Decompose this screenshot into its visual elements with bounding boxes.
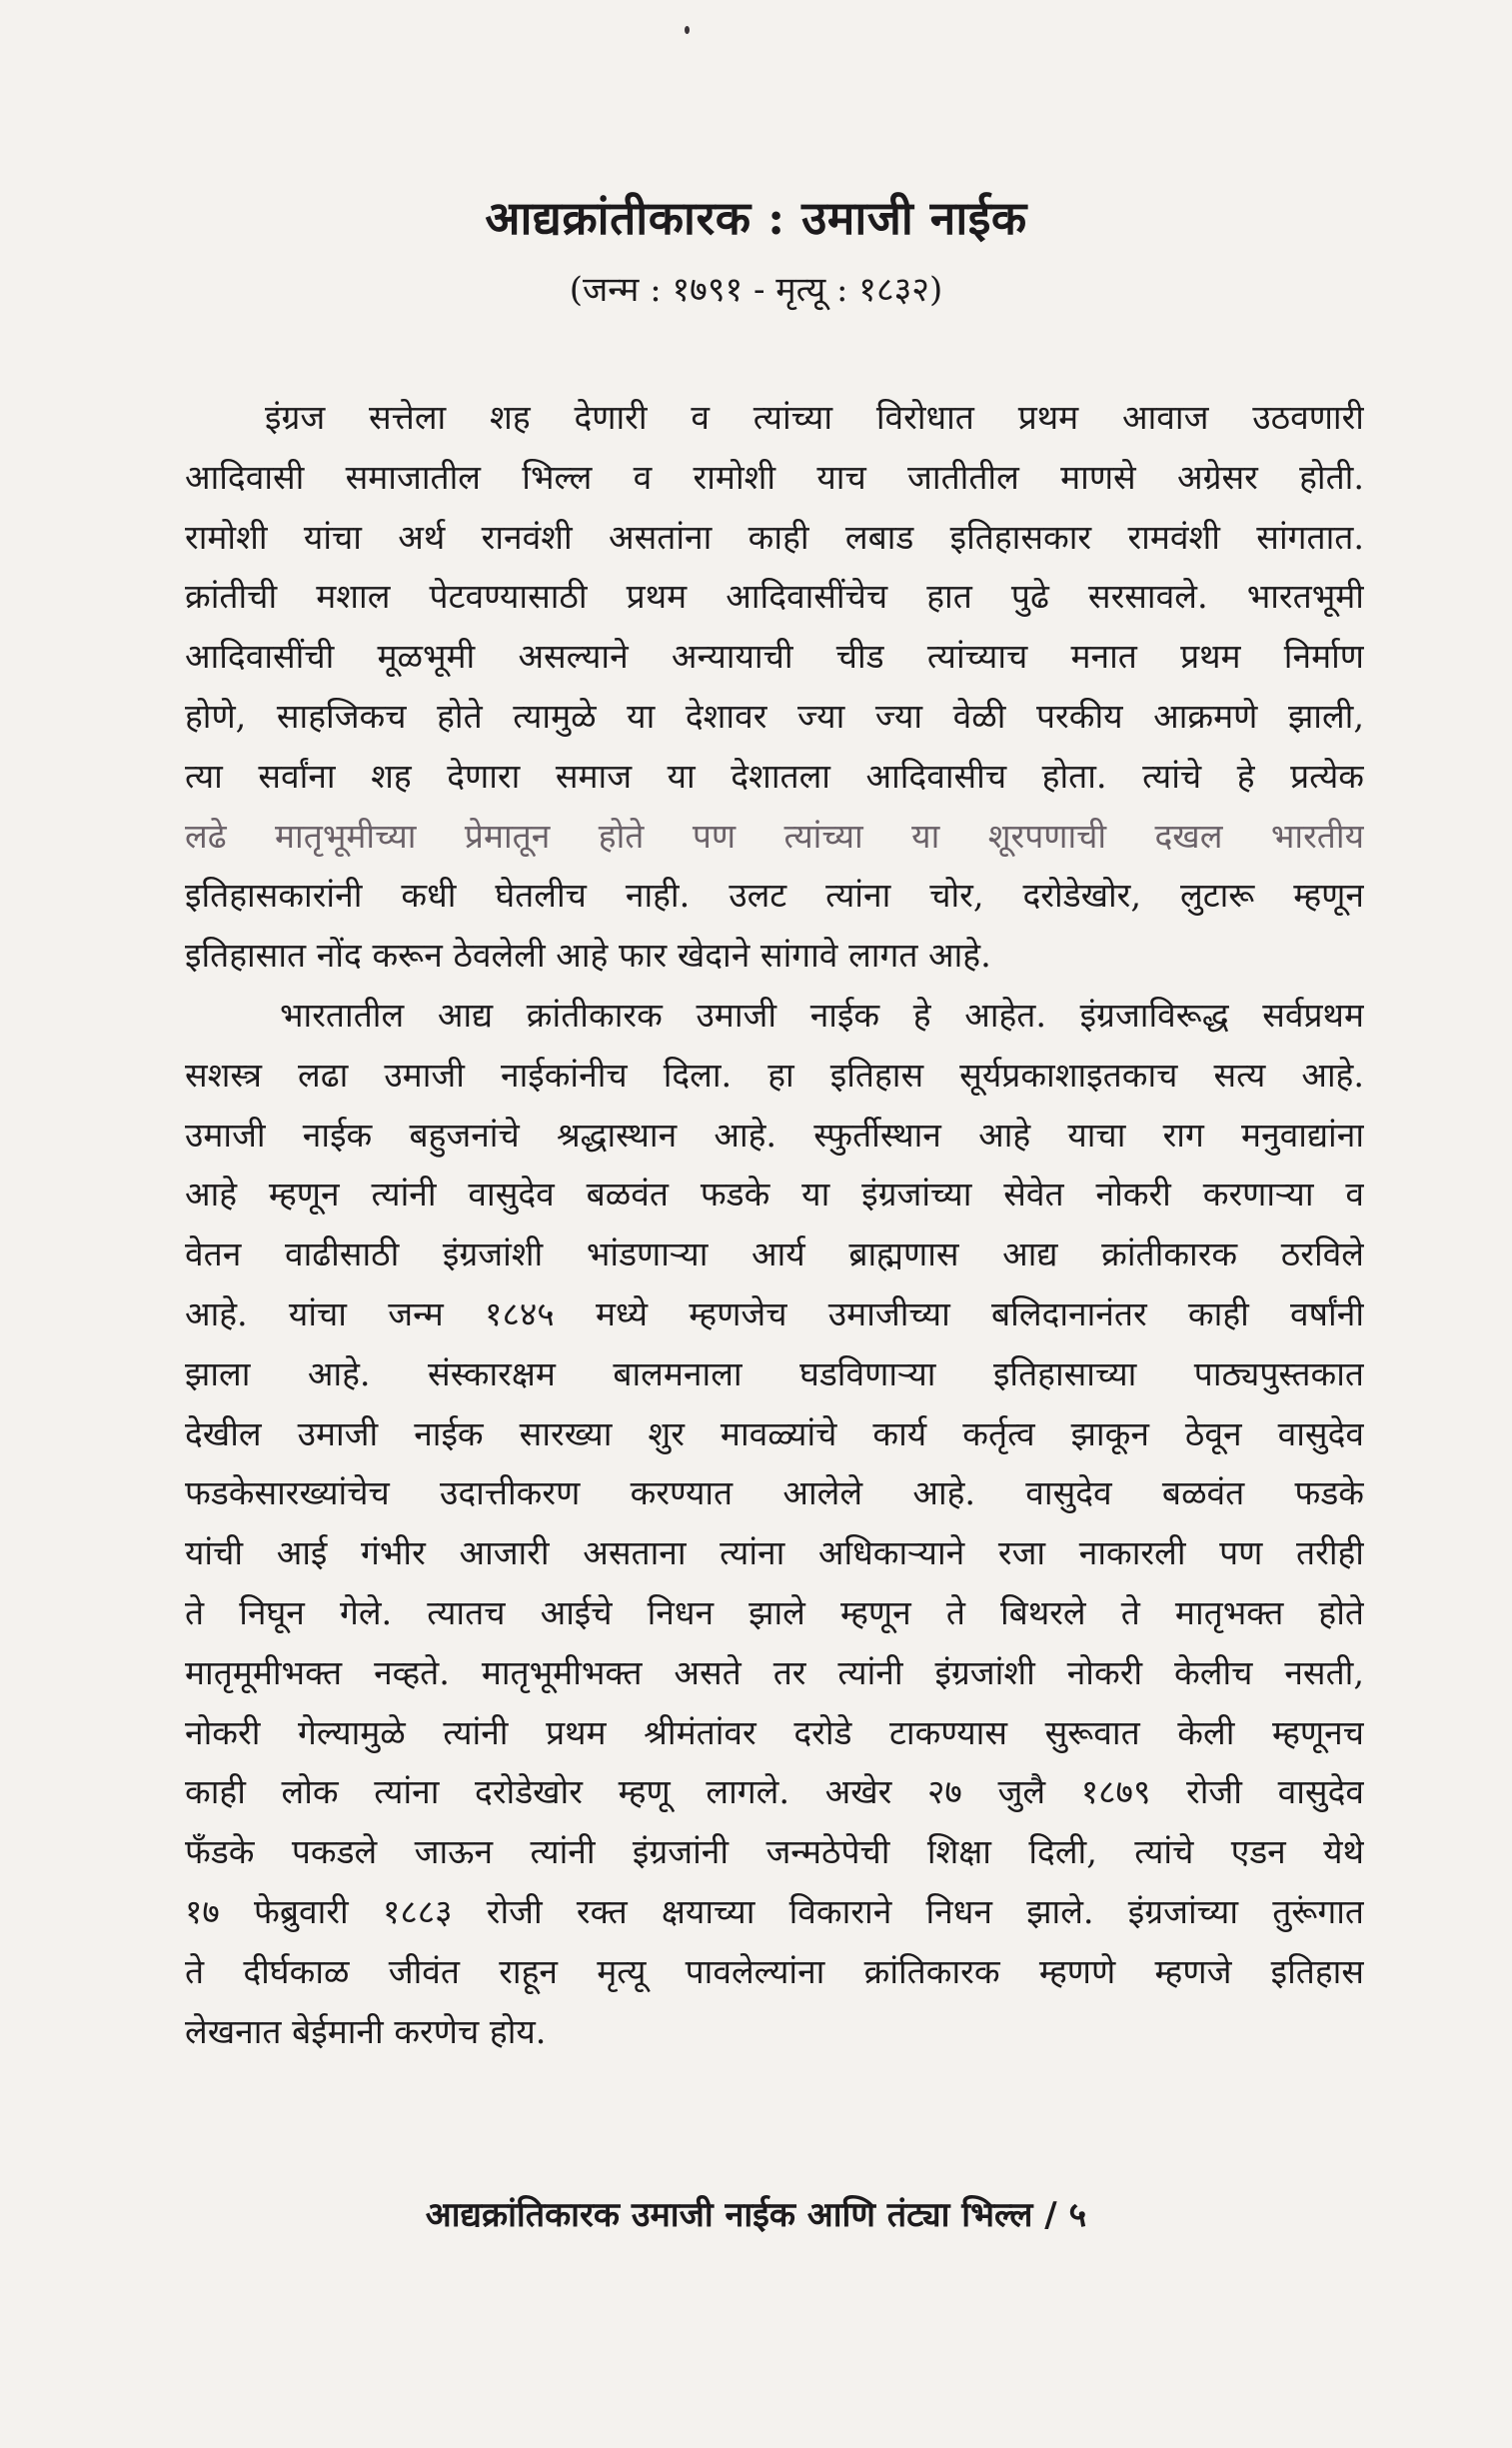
paragraph-2-line-12: मातृमूमीभक्त नव्हते. मातृभूमीभक्त असते तर त्यांनी इंग्रजांशी नोकरी केलीच नसती,	[185, 1652, 1364, 1692]
paragraph-2-line-11: ते निघून गेले. त्यातच आईचे निधन झाले म्हणून ते बिथरले ते मातृभक्त होते	[185, 1592, 1364, 1632]
ink-speck	[685, 26, 690, 34]
paragraph-2-line-3: उमाजी नाईक बहुजनांचे श्रद्धास्थान आहे. स्फुर्तीस्थान आहे याचा राग मनुवाद्यांना	[185, 1115, 1364, 1155]
paragraph-2-line-4: आहे म्हणून त्यांनी वासुदेव बळवंत फडके या इंग्रजांच्या सेवेत नोकरी करणाऱ्या व	[185, 1175, 1364, 1215]
paragraph-2-line-10: यांची आई गंभीर आजारी असताना त्यांना अधिकाऱ्याने रजा नाकारली पण तरीही	[185, 1533, 1364, 1573]
paragraph-1-line-1: इंग्रज सत्तेला शह देणारी व त्यांच्या विरोधात प्रथम आवाज उठवणारी	[265, 398, 1364, 437]
paragraph-1-line-3: रामोशी यांचा अर्थ रानवंशी असतांना काही लबाड इतिहासकार रामवंशी सांगतात.	[185, 517, 1364, 557]
paragraph-1-line-2: आदिवासी समाजातील भिल्ल व रामोशी याच जातीतील माणसे अग्रेसर होती.	[185, 457, 1364, 497]
body-text	[185, 388, 1364, 2061]
paragraph-2-line-5: वेतन वाढीसाठी इंग्रजांशी भांडणाऱ्या आर्य ब्राह्मणास आद्य क्रांतीकारक ठरविले	[185, 1234, 1364, 1274]
paragraph-1-line-4: क्रांतीची मशाल पेटवण्यासाठी प्रथम आदिवासींचेच हात पुढे सरसावले. भारतभूमी	[185, 577, 1364, 617]
paragraph-2-line-17: ते दीर्घकाळ जीवंत राहून मृत्यू पावलेल्यांना क्रांतिकारक म्हणणे म्हणजे इतिहास	[185, 1951, 1364, 1991]
paragraph-1-line-6: होणे, साहजिकच होते त्यामुळे या देशावर ज्या ज्या वेळी परकीय आक्रमणे झाली,	[185, 696, 1364, 736]
paragraph-1-line-5: आदिवासींची मूळभूमी असल्याने अन्यायाची चीड त्यांच्याच मनात प्रथम निर्माण	[185, 637, 1364, 677]
paragraph-2-line-15: फँडके पकडले जाऊन त्यांनी इंग्रजांनी जन्मठेपेची शिक्षा दिली, त्यांचे एडन येथे	[185, 1832, 1364, 1872]
page-footer: आद्यक्रांतिकारक उमाजी नाईक आणि तंट्या भिल्ल / ५	[425, 2195, 1087, 2235]
paragraph-2-line-16: १७ फेब्रुवारी १८८३ रोजी रक्त क्षयाच्या विकाराने निधन झाले. इंग्रजांच्या तुरूंगात	[185, 1891, 1364, 1931]
paragraph-2-line-2: सशस्त्र लढा उमाजी नाईकांनीच दिला. हा इतिहास सूर्यप्रकाशाइतकाच सत्य आहे.	[185, 1055, 1364, 1095]
paragraph-1-line-9: इतिहासकारांनी कधी घेतलीच नाही. उलट त्यांना चोर, दरोडेखोर, लुटारू म्हणून	[185, 876, 1364, 916]
paragraph-2-line-7: झाला आहे. संस्कारक्षम बालमनाला घडविणाऱ्या इतिहासाच्या पाठ्यपुस्तकात	[185, 1353, 1364, 1393]
paragraph-2-line-14: काही लोक त्यांना दरोडेखोर म्हणू लागले. अखेर २७ जुलै १८७९ रोजी वासुदेव	[185, 1772, 1364, 1812]
paragraph-1-line-7: त्या सर्वांना शह देणारा समाज या देशातला आदिवासीच होता. त्यांचे हे प्रत्येक	[185, 756, 1364, 796]
paragraph-2-line-6: आहे. यांचा जन्म १८४५ मध्ये म्हणजेच उमाजीच्या बलिदानानंतर काही वर्षांनी	[185, 1293, 1364, 1333]
paragraph-2-line-9: फडकेसारख्यांचेच उदात्तीकरण करण्यात आलेले आहे. वासुदेव बळवंत फडके	[185, 1473, 1364, 1513]
paragraph-2-line-18: लेखनात बेईमानी करणेच होय.	[185, 2011, 547, 2051]
page-title: आद्यक्रांतीकारक : उमाजी नाईक	[485, 191, 1027, 245]
paragraph-2-line-8: देखील उमाजी नाईक सारख्या शुर मावळ्यांचे कार्य कर्तृत्व झाकून ठेवून वासुदेव	[185, 1413, 1364, 1453]
page-subtitle: (जन्म : १७९१ - मृत्यू : १८३२)	[569, 270, 943, 310]
paragraph-1-line-8: लढे मातृभूमीच्या प्रेमातून होते पण त्यांच्या या शूरपणाची दखल भारतीय	[185, 816, 1364, 856]
paragraph-1-line-10: इतिहासात नोंद करून ठेवलेली आहे फार खेदाने सांगावे लागत आहे.	[185, 936, 991, 976]
paragraph-2-line-13: नोकरी गेल्यामुळे त्यांनी प्रथम श्रीमंतांवर दरोडे टाकण्यास सुरूवात केली म्हणूनच	[185, 1712, 1364, 1752]
paragraph-2-line-1: भारतातील आद्य क्रांतीकारक उमाजी नाईक हे आहेत. इंग्रजाविरूद्ध सर्वप्रथम	[280, 995, 1364, 1035]
